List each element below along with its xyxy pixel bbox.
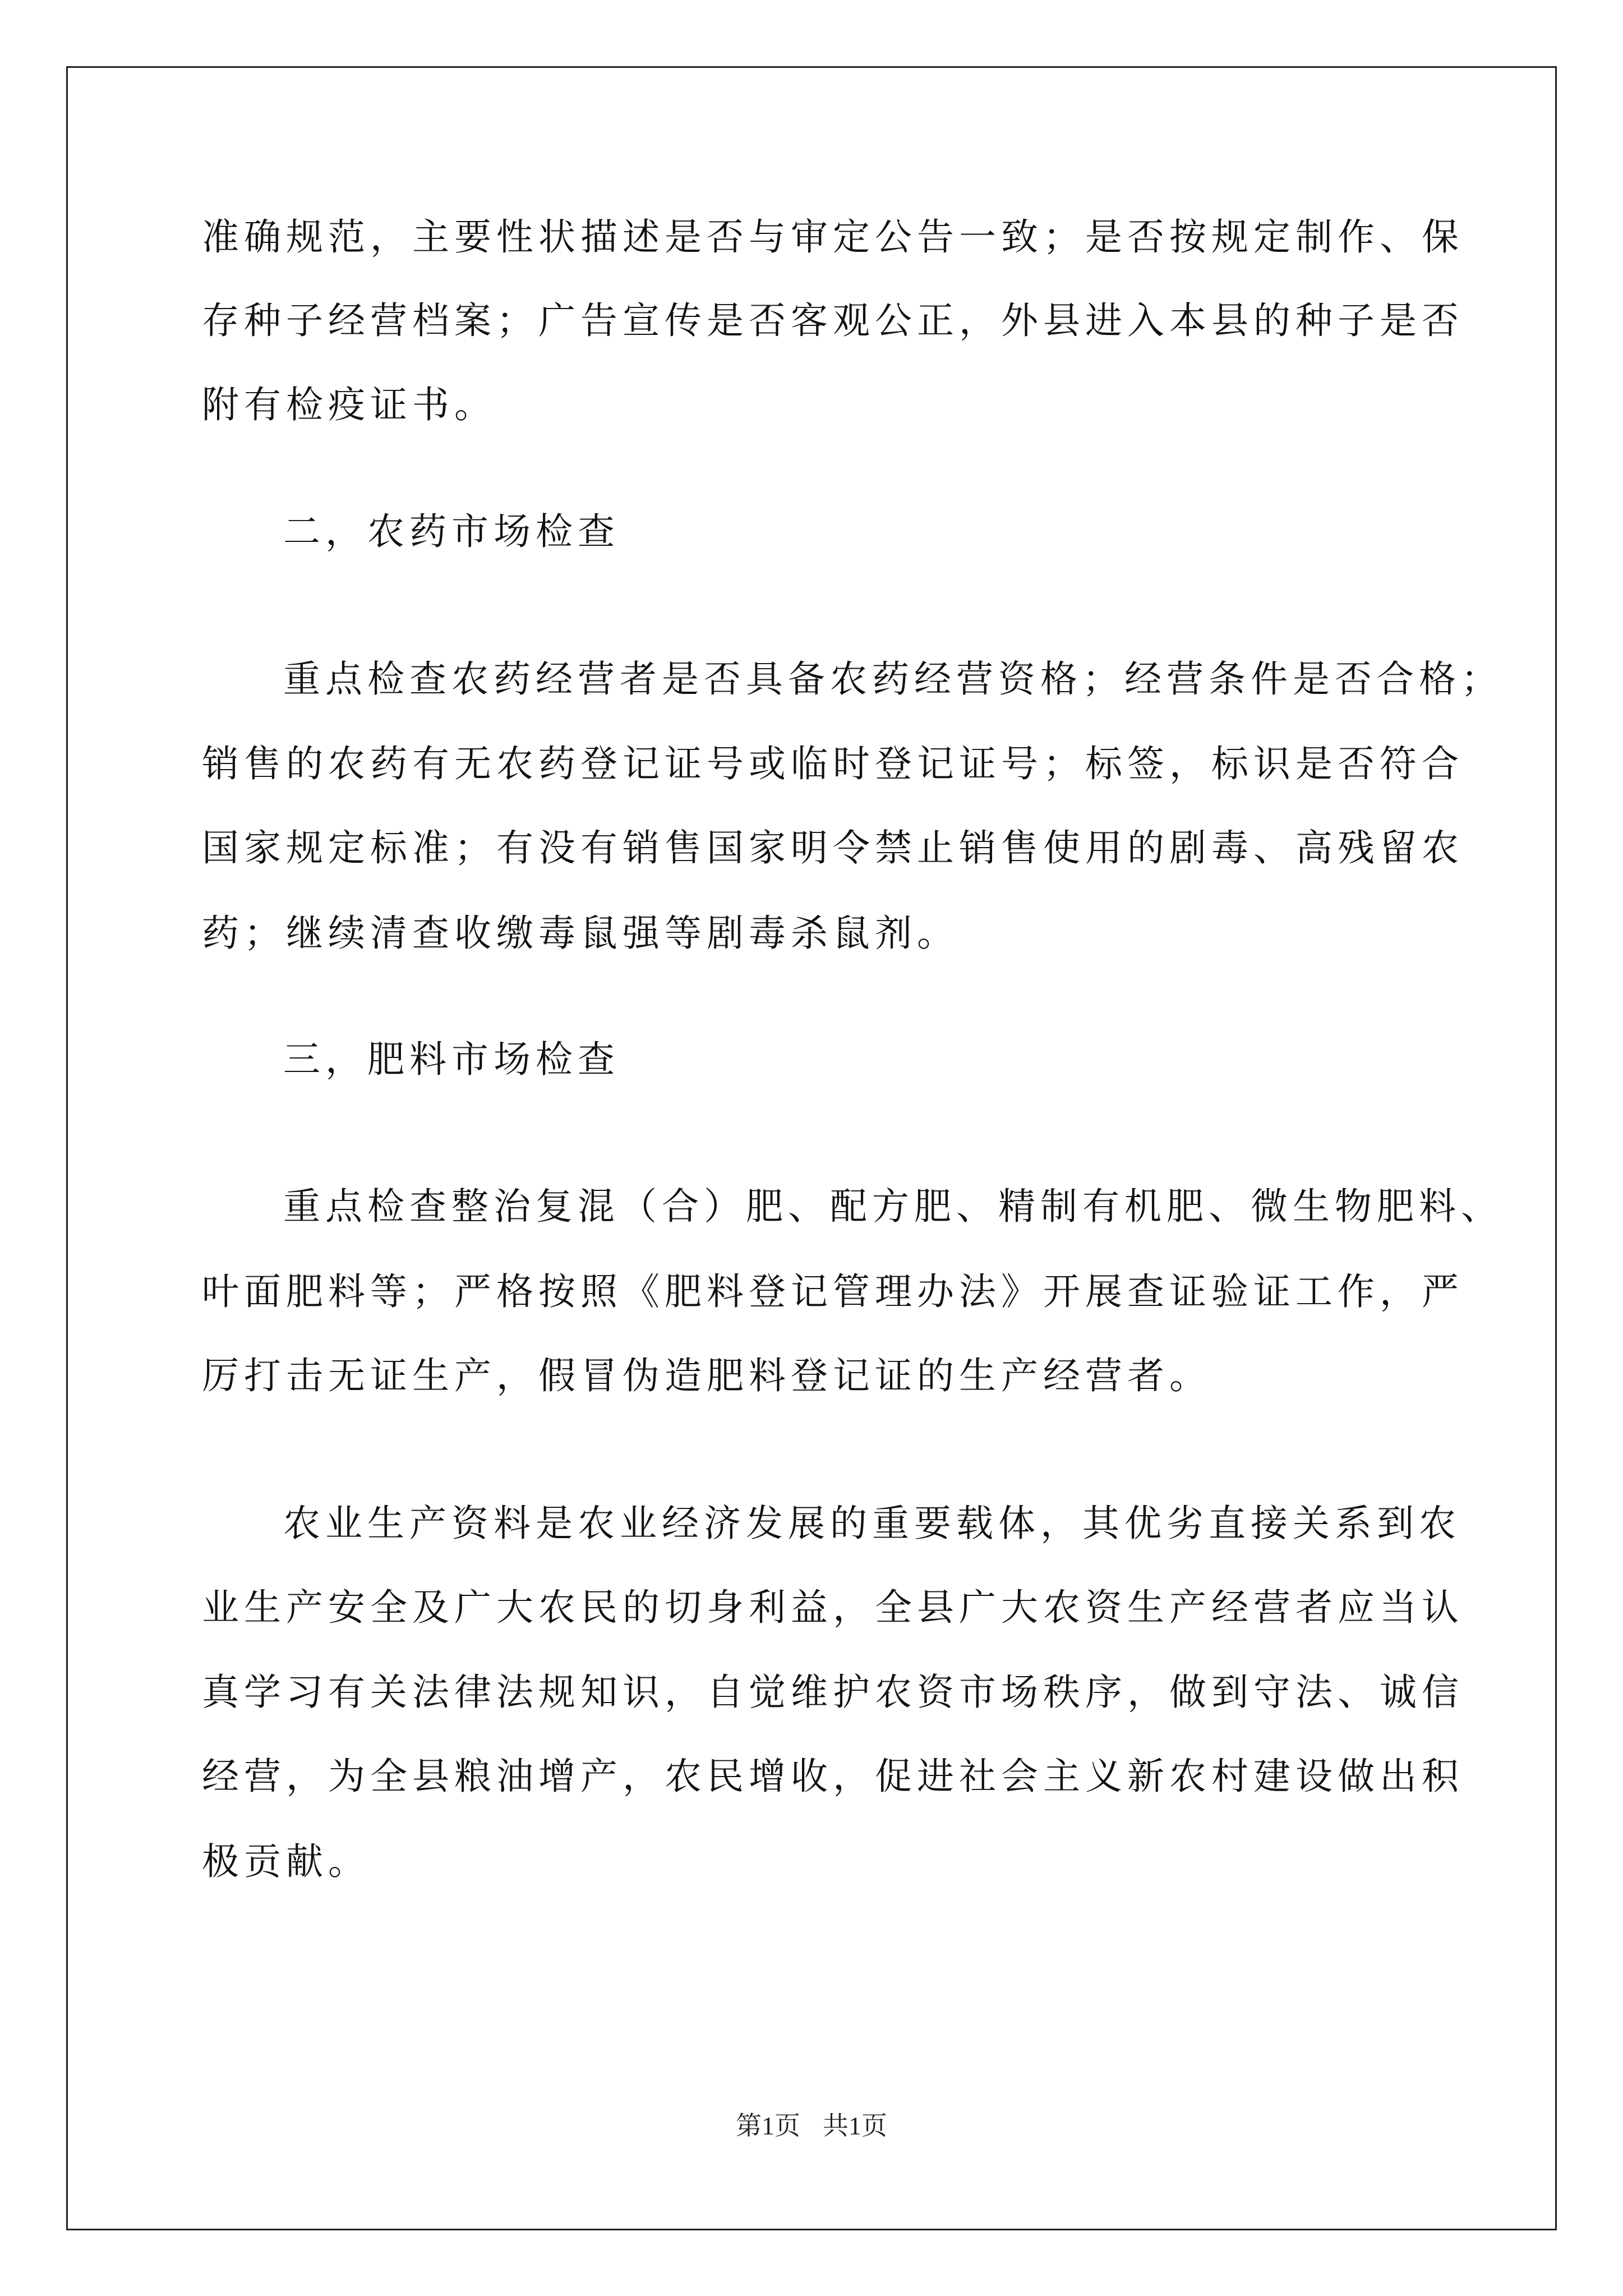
section-heading-pesticide: 二，农药市场检查 [283,510,620,553]
body-line: 重点检查农药经营者是否具备农药经营资格；经营条件是否合格； [283,657,1503,701]
body-line: 真学习有关法律法规知识，自觉维护农资市场秩序，做到守法、诚信 [202,1671,1464,1714]
body-line: 业生产安全及广大农民的切身利益，全县广大农资生产经营者应当认 [202,1586,1464,1629]
body-line: 国家规定标准；有没有销售国家明令禁止销售使用的剧毒、高残留农 [202,826,1464,869]
body-line: 准确规范，主要性状描述是否与审定公告一致；是否按规定制作、保 [202,215,1464,259]
section-heading-fertilizer: 三，肥料市场检查 [283,1038,620,1081]
body-line: 农业生产资料是农业经济发展的重要载体，其优劣直接关系到农 [283,1502,1461,1545]
body-line: 厉打击无证生产，假冒伪造肥料登记证的生产经营者。 [202,1354,1211,1397]
body-line: 附有检疫证书。 [202,383,496,426]
body-line: 叶面肥料等；严格按照《肥料登记管理办法》开展查证验证工作，严 [202,1270,1464,1313]
body-line: 销售的农药有无农药登记证号或临时登记证号；标签，标识是否符合 [202,742,1464,785]
body-line: 经营，为全县粮油增产，农民增收，促进社会主义新农村建设做出积 [202,1755,1464,1798]
body-line: 药；继续清查收缴毒鼠强等剧毒杀鼠剂。 [202,912,959,955]
body-line: 极贡献。 [202,1840,370,1883]
body-line: 重点检查整治复混（合）肥、配方肥、精制有机肥、微生物肥料、 [283,1185,1503,1228]
page-number-current: 第1页 [736,2111,800,2140]
page-footer [0,2105,1623,2142]
page-number-total: 共1页 [823,2111,887,2140]
body-line: 存种子经营档案；广告宣传是否客观公正，外县进入本县的种子是否 [202,299,1464,342]
